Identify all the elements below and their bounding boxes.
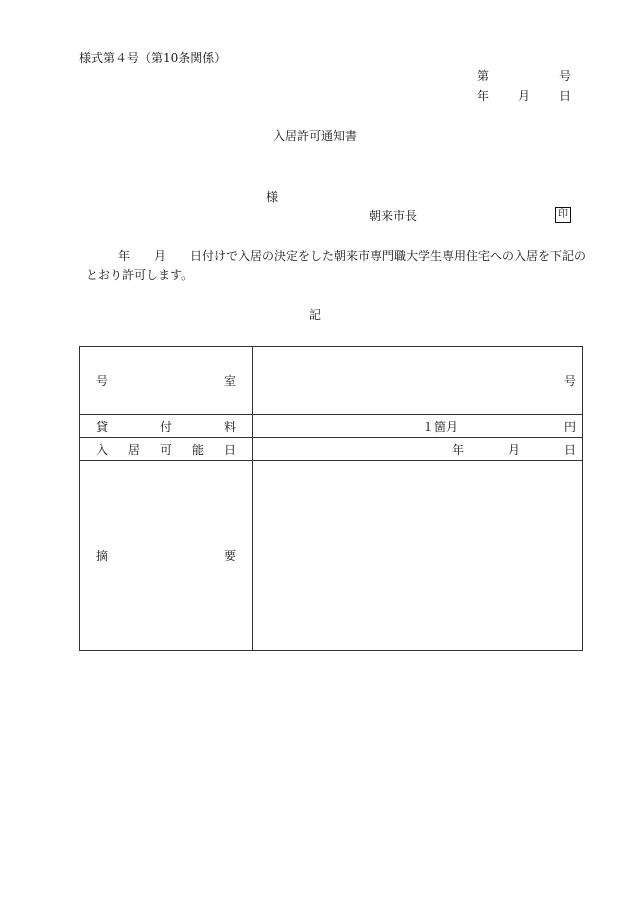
room-label-cell [80, 347, 253, 415]
rent-label-char-2: 付 [159, 419, 172, 434]
move-in-value-cell [253, 438, 583, 461]
recipient-honorific: 様 [266, 190, 279, 204]
rent-value-cell [253, 415, 583, 438]
doc-date-month: 月 [517, 89, 530, 103]
doc-number-suffix: 号 [558, 69, 571, 83]
room-value-suffix: 号 [563, 374, 576, 388]
table-row-rent [80, 415, 583, 438]
room-label-char-2: 室 [223, 374, 236, 388]
rent-label-char-1: 貸 [96, 419, 109, 434]
rent-label-char-3: 料 [223, 419, 236, 434]
ki-heading: 記 [308, 308, 321, 322]
remarks-value-cell [253, 461, 583, 651]
table-row-remarks [80, 461, 583, 651]
move-in-label-char-1: 入 [96, 442, 109, 457]
rent-label-cell [80, 415, 253, 438]
permit-details-table [79, 346, 583, 651]
doc-date-year: 年 [477, 89, 490, 103]
move-in-label-cell [80, 438, 253, 461]
form-number: 様式第４号（第10条関係） [79, 51, 227, 65]
remarks-label-char-2: 要 [223, 549, 236, 563]
rent-period: １箇月 [422, 419, 459, 434]
document-date [477, 89, 571, 103]
rent-currency: 円 [563, 419, 576, 434]
table-row-move-in [80, 438, 583, 461]
remarks-label-char-1: 摘 [96, 549, 109, 563]
doc-date-day: 日 [558, 89, 571, 103]
document-title: 入居許可通知書 [272, 129, 357, 143]
move-in-year: 年 [451, 442, 464, 457]
move-in-label-char-5: 日 [223, 442, 236, 457]
room-value-cell [253, 347, 583, 415]
document-number [477, 69, 571, 83]
move-in-month: 月 [507, 442, 520, 457]
move-in-day: 日 [563, 442, 576, 457]
room-label-char-1: 号 [96, 374, 109, 388]
issuer-name: 朝来市長 [369, 209, 418, 223]
move-in-label-char-3: 可 [159, 442, 172, 457]
notice-body: 年 月 日付けで入居の決定をした朝来市専門職大学生専用住宅への入居を下記のとおり許可します。 [86, 249, 587, 282]
move-in-label-char-4: 能 [191, 442, 204, 457]
table-row-room [80, 347, 583, 415]
remarks-label-cell [80, 461, 253, 651]
seal-mark: 印 [555, 207, 571, 223]
move-in-label-char-2: 居 [127, 442, 140, 457]
doc-number-prefix: 第 [477, 69, 490, 83]
